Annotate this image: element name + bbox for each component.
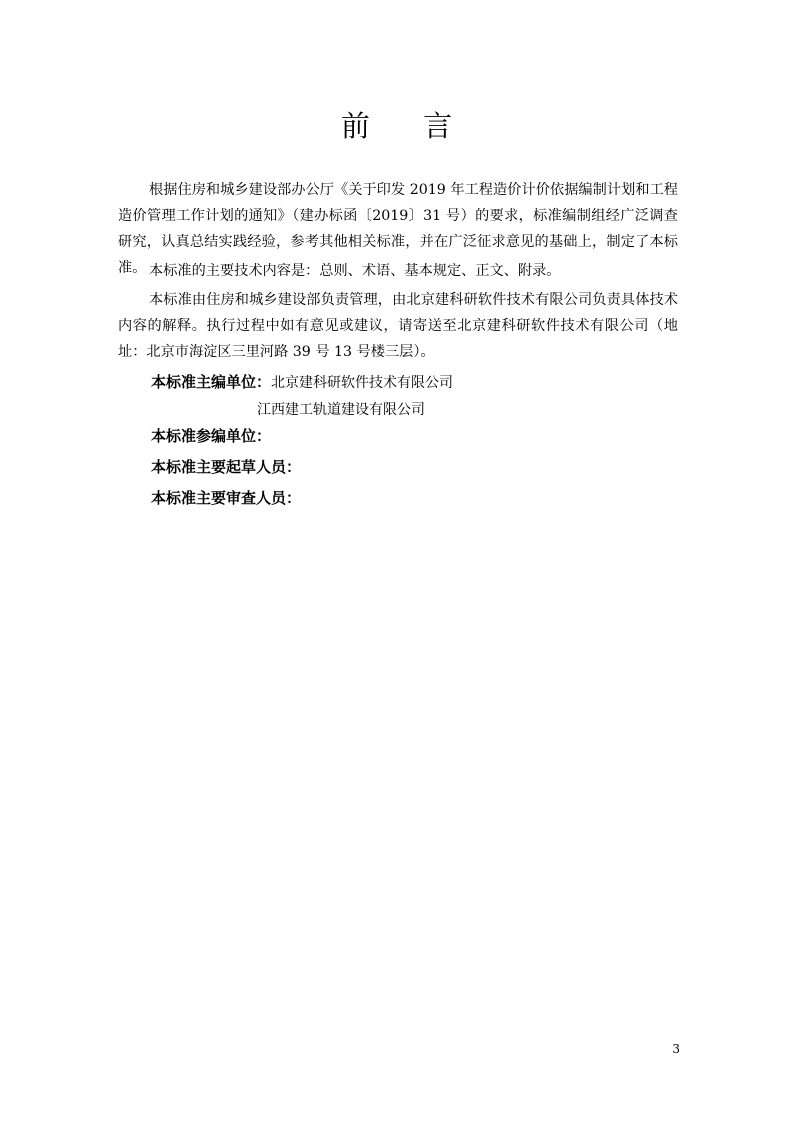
main-reviewers-row (151, 486, 301, 510)
page-title: 前 言 (340, 109, 475, 143)
main-reviewers-label: 本标准主要审查人员： (151, 489, 302, 507)
chief-editor-unit-2: 江西建工轨道建设有限公司 (257, 402, 425, 418)
chief-editor-label: 本标准主编单位： (151, 373, 272, 391)
main-drafters-label: 本标准主要起草人员： (151, 458, 302, 476)
chief-editor-row (151, 370, 453, 395)
chief-editor-unit-1: 北京建科研软件技术有限公司 (271, 375, 454, 391)
content-summary-paragraph: 本标准的主要技术内容是：总则、术语、基本规定、正文、附录。 (149, 263, 561, 279)
chief-editor-row-2 (257, 397, 425, 422)
intro-paragraph: 根据住房和城乡建设部办公厅《关于印发 2019 年工程造价计价依据编制计划和工程造价管理工作计划的通知》（建办标函〔2019〕31 号）的要求，标准编制组经广泛调查研究，认真总结实践经验，参考其他相关标准，并在广泛征求意见的基础上，制定了本标准。 (118, 182, 678, 276)
participating-units-label: 本标准参编单位： (151, 427, 272, 445)
participating-units-row (151, 424, 271, 448)
main-drafters-row (151, 455, 301, 479)
page-number: 3 (672, 1042, 680, 1056)
management-paragraph: 本标准由住房和城乡建设部负责管理，由北京建科研软件技术有限公司负责具体技术内容的解释。执行过程中如有意见或建议，请寄送至北京建科研软件技术有限公司（地址：北京市海淀区三里河路 39 号 13 号楼三层）。 (118, 292, 678, 360)
